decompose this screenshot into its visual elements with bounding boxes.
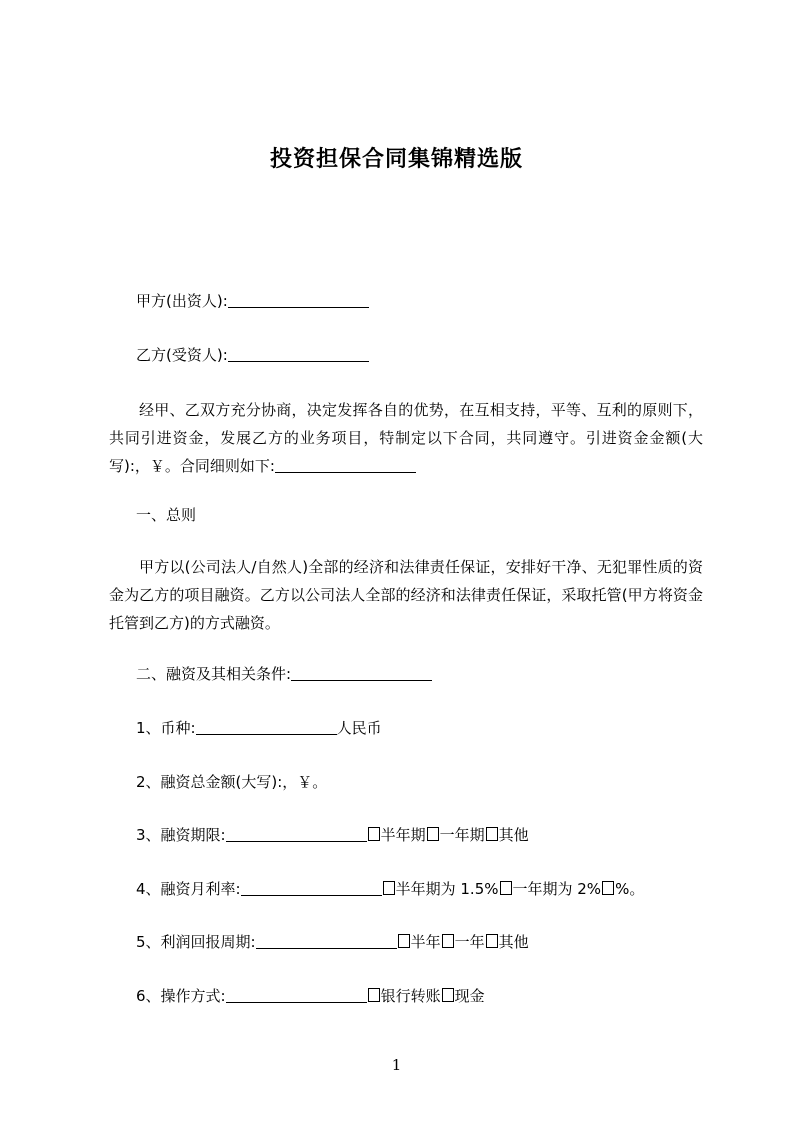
item5-opt3: 其他	[498, 933, 529, 951]
document-title: 投资担保合同集锦精选版	[269, 147, 523, 172]
item6-opt2: 现金	[454, 987, 485, 1005]
page-number: 1	[391, 1056, 402, 1074]
party-b-label: 乙方(受资人):	[136, 346, 228, 364]
item5-opt1: 半年	[410, 933, 441, 951]
checkbox[interactable]	[442, 934, 454, 948]
checkbox[interactable]	[442, 988, 454, 1002]
item6-opt1: 银行转账	[380, 987, 441, 1005]
item1-blank	[196, 719, 337, 735]
item1-line	[136, 718, 382, 738]
section2-blank	[291, 665, 432, 681]
item5-line	[136, 932, 529, 952]
checkbox[interactable]	[383, 881, 395, 895]
item3-line	[136, 825, 529, 845]
item4-opt1: 半年期为 1.5%	[395, 880, 499, 898]
item4-line	[136, 879, 644, 899]
item2-line	[136, 772, 327, 792]
checkbox[interactable]	[486, 827, 498, 841]
checkbox[interactable]	[368, 988, 380, 1002]
party-b-blank	[228, 346, 369, 362]
item3-opt1: 半年期	[380, 826, 426, 844]
section2-heading-line	[136, 664, 432, 684]
item6-label: 6、操作方式:	[136, 987, 226, 1005]
section1-body: 甲方以(公司法人/自然人)全部的经济和法律责任保证，安排好干净、无犯罪性质的资金为乙方的项目融资。乙方以公司法人全部的经济和法律责任保证，采取托管(甲方将资金托管到乙方)的方式融资。	[109, 558, 703, 632]
checkbox[interactable]	[398, 934, 410, 948]
intro-paragraph	[109, 396, 703, 480]
party-b-line	[136, 345, 369, 365]
item3-label: 3、融资期限:	[136, 826, 226, 844]
item4-label: 4、融资月利率:	[136, 880, 241, 898]
item3-opt2: 一年期	[439, 826, 485, 844]
item1-suffix: 人民币	[336, 719, 382, 737]
item6-line	[136, 986, 485, 1006]
party-a-line	[136, 291, 369, 311]
checkbox[interactable]	[368, 827, 380, 841]
party-a-blank	[228, 292, 369, 308]
item4-opt2: 一年期为 2%	[512, 880, 602, 898]
intro-text: 经甲、乙双方充分协商，决定发挥各自的优势，在互相支持，平等、互利的原则下，共同引进资金，发展乙方的业务项目，特制定以下合同，共同遵守。引进资金金额(大写):，￥。合同细则如下:	[109, 401, 703, 475]
intro-blank	[275, 457, 416, 473]
item1-label: 1、币种:	[136, 719, 196, 737]
checkbox[interactable]	[427, 827, 439, 841]
checkbox[interactable]	[486, 934, 498, 948]
item3-opt3: 其他	[498, 826, 529, 844]
item4-blank	[241, 880, 382, 896]
party-a-label: 甲方(出资人):	[136, 292, 228, 310]
item5-opt2: 一年	[454, 933, 485, 951]
item4-opt3: %。	[615, 880, 645, 898]
section1-heading: 一、总则	[136, 506, 197, 524]
item5-blank	[256, 933, 397, 949]
item6-blank	[226, 987, 367, 1003]
section2-heading: 二、融资及其相关条件:	[136, 665, 292, 683]
item5-label: 5、利润回报周期:	[136, 933, 256, 951]
checkbox[interactable]	[500, 881, 512, 895]
checkbox[interactable]	[602, 881, 614, 895]
item3-blank	[226, 826, 367, 842]
item2-label: 2、融资总金额(大写):，￥。	[136, 773, 328, 791]
